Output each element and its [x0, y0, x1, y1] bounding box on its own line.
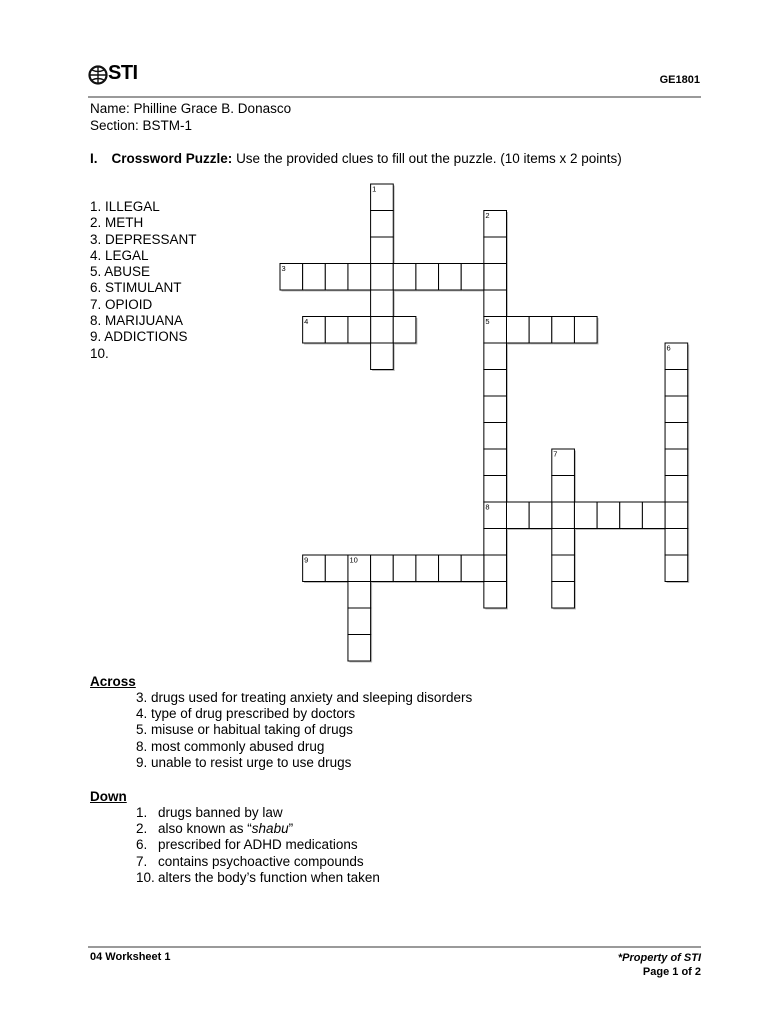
down-clue-number: 6.: [136, 837, 148, 853]
crossword-cell[interactable]: [665, 476, 688, 503]
crossword-cell[interactable]: [507, 502, 530, 529]
across-clue: 5. misuse or habitual taking of drugs: [136, 722, 353, 738]
crossword-cell[interactable]: [416, 555, 439, 582]
crossword-cell[interactable]: [393, 555, 416, 582]
answer-item[interactable]: 6. STIMULANT: [90, 280, 182, 296]
sti-logo: [88, 62, 148, 88]
down-clue-text: prescribed for ADHD medications: [158, 837, 358, 853]
crossword-cell[interactable]: [665, 555, 688, 582]
crossword-clue-number: 6: [666, 343, 671, 353]
answer-item[interactable]: 10.: [90, 345, 109, 361]
question-title: [90, 151, 622, 166]
crossword-cell[interactable]: [552, 502, 575, 529]
crossword-cell[interactable]: [642, 502, 665, 529]
crossword-cell[interactable]: [303, 264, 326, 291]
down-clue-list: [136, 805, 380, 886]
crossword-clue-number: 9: [304, 555, 309, 565]
crossword-cell[interactable]: [529, 317, 552, 344]
crossword-cell[interactable]: [371, 343, 394, 370]
crossword-cell[interactable]: [484, 317, 507, 344]
crossword-cell[interactable]: [484, 555, 507, 582]
across-clue: 9. unable to resist urge to use drugs: [136, 754, 352, 770]
logo-text: STI: [108, 62, 138, 84]
crossword-cell[interactable]: [484, 264, 507, 291]
crossword-clue-number: 7: [553, 449, 558, 459]
crossword-clue-number: 5: [485, 317, 490, 326]
crossword-cell[interactable]: [280, 264, 303, 291]
crossword-cell[interactable]: [484, 449, 507, 476]
crossword-clue-number: 3: [281, 264, 286, 273]
crossword-cell[interactable]: [303, 555, 326, 582]
crossword-cell[interactable]: [484, 476, 507, 503]
crossword-cell[interactable]: [371, 264, 394, 291]
answer-item[interactable]: 5. ABUSE: [90, 264, 151, 280]
crossword-cell[interactable]: [620, 502, 643, 529]
down-clue-text: alters the body’s function when taken: [158, 869, 380, 885]
down-clue: [136, 821, 380, 837]
crossword-cell[interactable]: [416, 264, 439, 291]
crossword-cell[interactable]: [665, 502, 688, 529]
crossword-clue-number: 1: [372, 184, 377, 194]
page-number: Page 1 of 2: [642, 966, 701, 978]
crossword-cell[interactable]: [348, 555, 371, 582]
down-clue-text-after: ”: [288, 821, 294, 837]
crossword-cell[interactable]: [552, 529, 575, 556]
footer-info: [560, 951, 701, 979]
down-clue-number: 2.: [136, 821, 148, 837]
crossword-cell[interactable]: [371, 317, 394, 344]
down-clue: [136, 805, 380, 821]
answer-item[interactable]: 3. DEPRESSANT: [90, 231, 197, 247]
down-clue-emphasis: shabu: [251, 821, 289, 837]
crossword-cell[interactable]: [484, 396, 507, 423]
crossword-cell[interactable]: [665, 343, 688, 370]
crossword-cell[interactable]: [484, 211, 507, 238]
course-code: GE1801: [659, 74, 700, 86]
crossword-cell[interactable]: [484, 237, 507, 264]
across-clue: 4. type of drug prescribed by doctors: [136, 706, 356, 722]
down-clue: [136, 870, 380, 886]
crossword-cell[interactable]: [574, 317, 597, 344]
crossword-cell[interactable]: [529, 502, 552, 529]
crossword-cell[interactable]: [303, 317, 326, 344]
answer-item[interactable]: 4. LEGAL: [90, 247, 149, 263]
crossword-cell[interactable]: [371, 290, 394, 317]
crossword-cell[interactable]: [665, 423, 688, 450]
question-instructions: Use the provided clues to fill out the puzzle. (10 items x 2 points): [236, 151, 622, 166]
crossword-clue-number: 4: [304, 317, 309, 326]
crossword-cell[interactable]: [461, 264, 484, 291]
property-notice: *Property of STI: [617, 952, 701, 964]
student-name: Name: Philline Grace B. Donasco: [90, 101, 292, 116]
crossword-cell[interactable]: [484, 529, 507, 556]
crossword-cell[interactable]: [665, 449, 688, 476]
crossword-cell[interactable]: [507, 317, 530, 344]
crossword-cell[interactable]: [348, 317, 371, 344]
crossword-cell[interactable]: [325, 264, 348, 291]
crossword-cell[interactable]: [552, 555, 575, 582]
crossword-cell[interactable]: [484, 343, 507, 370]
crossword-cell[interactable]: [348, 264, 371, 291]
answer-item[interactable]: 9. ADDICTIONS: [90, 329, 188, 345]
footer-divider: [88, 946, 701, 948]
down-clue: [136, 854, 380, 870]
across-clue: 3. drugs used for treating anxiety and sleeping disorders: [136, 690, 473, 705]
crossword-cell[interactable]: [552, 582, 575, 609]
crossword-cell[interactable]: [484, 370, 507, 397]
header-divider: [88, 96, 701, 98]
down-clue-number: 7.: [136, 853, 148, 869]
crossword-cell[interactable]: [597, 502, 620, 529]
down-heading: Down: [90, 789, 127, 804]
across-heading: Across: [90, 674, 136, 689]
answer-item[interactable]: 8. MARIJUANA: [90, 313, 184, 329]
crossword-cell[interactable]: [393, 264, 416, 291]
down-clue-number: 1.: [136, 805, 148, 820]
crossword-cell[interactable]: [665, 529, 688, 556]
student-section: Section: BSTM-1: [90, 118, 193, 133]
crossword-cell[interactable]: [371, 211, 394, 238]
crossword-cell[interactable]: [552, 317, 575, 344]
answer-item[interactable]: 1. ILLEGAL: [90, 199, 160, 214]
crossword-cell[interactable]: [348, 608, 371, 635]
crossword-cell[interactable]: [484, 502, 507, 529]
across-clue-list: [136, 690, 472, 771]
crossword-cell[interactable]: [665, 396, 688, 423]
down-clue-text: drugs banned by law: [158, 805, 283, 820]
crossword-cell[interactable]: [325, 317, 348, 344]
down-clue-text: also known as “: [158, 821, 252, 837]
crossword-cell[interactable]: [484, 423, 507, 450]
crossword-cell[interactable]: [371, 555, 394, 582]
crossword-cell[interactable]: [348, 582, 371, 609]
answer-item[interactable]: 2. METH: [90, 215, 144, 231]
down-clue-number: 10.: [136, 869, 155, 885]
crossword-clue-number: 2: [485, 211, 490, 220]
crossword-cell[interactable]: [665, 370, 688, 397]
worksheet-label: 04 Worksheet 1: [90, 951, 171, 963]
crossword-clue-number: 8: [485, 502, 490, 512]
crossword-cell[interactable]: [325, 555, 348, 582]
crossword-cell[interactable]: [484, 582, 507, 609]
crossword-cell[interactable]: [552, 449, 575, 476]
crossword-cell[interactable]: [393, 317, 416, 344]
down-clue-text: contains psychoactive compounds: [158, 853, 364, 869]
answer-list: [90, 199, 197, 362]
down-clue: [136, 837, 380, 853]
crossword-cell[interactable]: [574, 502, 597, 529]
crossword-cell[interactable]: [439, 555, 462, 582]
question-number: I.: [90, 151, 98, 166]
crossword-clue-number: 10: [349, 555, 358, 565]
crossword-cell[interactable]: [461, 555, 484, 582]
across-clue: 8. most commonly abused drug: [136, 738, 325, 754]
crossword-cell[interactable]: [348, 635, 371, 662]
crossword-cell[interactable]: [371, 237, 394, 264]
crossword-cell[interactable]: [439, 264, 462, 291]
crossword-cell[interactable]: [484, 290, 507, 317]
crossword-cell[interactable]: [552, 476, 575, 503]
answer-item[interactable]: 7. OPIOID: [90, 296, 153, 312]
crossword-cell[interactable]: [371, 184, 394, 211]
question-heading: Crossword Puzzle:: [111, 151, 233, 166]
